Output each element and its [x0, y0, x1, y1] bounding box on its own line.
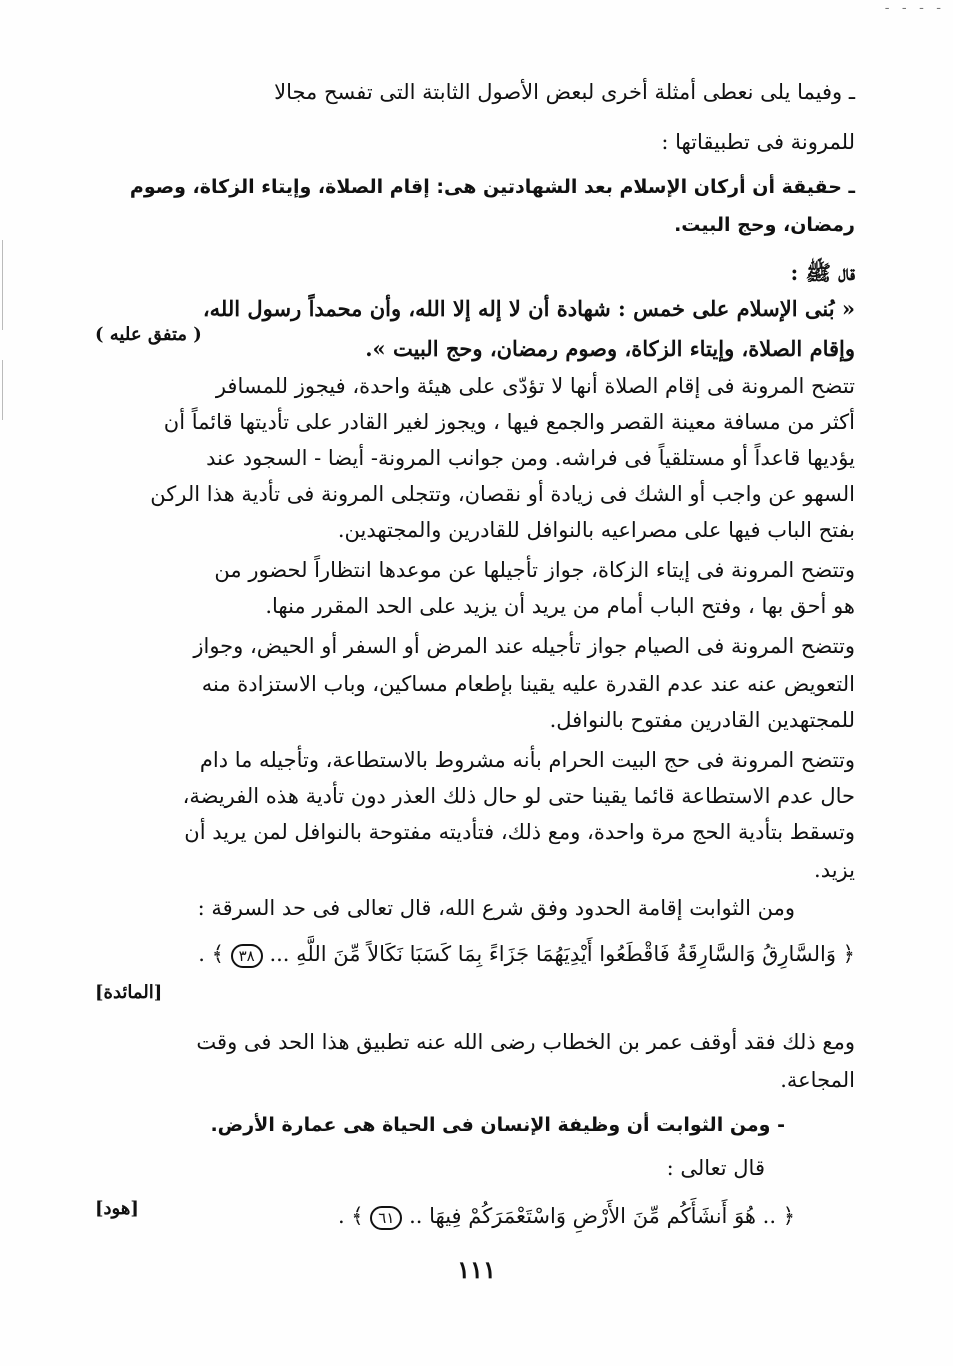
text-line: بفتح الباب فيها على مصراعيه بالنوافل للقادرين والمجتهدين.	[337, 518, 855, 542]
text-line: وتتضح المرونة فى الصيام جواز تأجيله عند المرض أو السفر أو الحيض، وجواز	[193, 634, 855, 658]
page-number: ١١١	[457, 1255, 496, 1284]
verse-bracket: ﴾ .	[337, 1204, 364, 1228]
text-line: ومع ذلك فقد أوقف عمر بن الخطاب رضى الله عنه تطبيق هذا الحد فى وقت	[196, 1030, 855, 1054]
surah-ref: [المائدة]	[95, 982, 163, 1003]
margin-mark	[2, 240, 3, 330]
verse-text: ﴿ .. هُوَ أَنشَأَكُم مِّنَ الأَرْضِ وَاسْتَعْمَرَكُمْ فِيهَا ..	[409, 1204, 795, 1228]
verse-text: ﴿ وَالسَّارِقُ وَالسَّارِقَةُ فَاقْطَعُوا أَيْدِيَهُمَا جَزَاءً بِمَا كَسَبَا نَكَالاً مِّنَ اللَّهِ ...	[269, 942, 855, 966]
margin-mark	[2, 360, 3, 420]
bold-line: رمضان، وحج البيت.	[674, 214, 855, 236]
hadith-source: ( متفق عليه )	[95, 324, 202, 345]
top-decoration: - - - -	[884, 0, 945, 16]
text-line: قال تعالى :	[666, 1156, 765, 1180]
text-line: تتضح المرونة فى إقام الصلاة أنها لا تؤدّى على هيئة واحدة، فيجوز للمسافر	[215, 374, 855, 398]
text-line: يؤديها قاعداً أو مستلقياً فى فراشه. ومن جوانب المرونة- أيضا - السجود عند	[206, 446, 855, 470]
text-line: المجاعة.	[780, 1068, 855, 1092]
text-line: وتتضح المرونة فى إيتاء الزكاة، جواز تأجيلها عن موعدها انتظاراً لحضور من	[214, 558, 855, 582]
hadith-intro: قال ﷺ :	[790, 260, 855, 285]
text-line: يزيد.	[814, 858, 855, 882]
verse-line	[95, 942, 855, 968]
text-line: ـ وفيما يلى نعطى أمثلة أخرى لبعض الأصول الثابتة التى تفسح مجالا	[274, 80, 855, 104]
verse-bracket: ﴾ .	[198, 942, 224, 966]
text-line: ومن الثوابت إقامة الحدود وفق شرع الله، قال تعالى فى حد السرقة :	[197, 896, 795, 920]
text-line: للمجتهدين القادرين مفتوح بالنوافل.	[549, 708, 855, 732]
bold-line: - ومن الثوابت أن وظيفة الإنسان فى الحياة هى عمارة الأرض.	[210, 1114, 785, 1136]
text-line: أكثر من مسافة معينة القصر والجمع فيها ، ويجوز لغير القادر على تأديتها قائماً أن	[163, 410, 855, 434]
text-line: التعويض عنه عند عدم القدرة عليه يقينا بإطعام مساكين، وباب الاستزادة منه	[201, 672, 855, 696]
text-line: السهو عن واجب أو الشك فى زيادة أو نقصان، وتتجلى المرونة فى تأدية هذا الركن	[150, 482, 855, 506]
text-line: وتتضح المرونة فى حج البيت الحرام بأنه مشروط بالاستطاعة، وتأجيله ما دام	[199, 748, 855, 772]
bold-line: ـ حقيقة أن أركان الإسلام بعد الشهادتين هى: إقام الصلاة، وإيتاء الزكاة، وصوم	[129, 176, 855, 198]
hadith-line: « بُنى الإسلام على خمس : شهادة أن لا إله إلا الله، وأن محمداً رسول الله،	[202, 296, 855, 321]
text-line: حال عدم الاستطاعة قائما يقينا حتى لو حال ذلك العذر دون تأدية هذه الفريضة،	[182, 784, 855, 808]
text-line: وتسقط بتأدية الحج مرة واحدة، ومع ذلك، فتأديته مفتوحة بالنوافل لمن يريد أن	[184, 820, 855, 844]
hadith-line: وإقام الصلاة، وإيتاء الزكاة، وصوم رمضان، وحج البيت ».	[365, 336, 855, 361]
ayah-number: ٣٨	[231, 944, 263, 968]
text-line: للمرونة فى تطبيقاتها :	[661, 130, 855, 154]
surah-ref: [هود]	[95, 1198, 139, 1219]
text-line: هو أحق بها ، وفتح الباب أمام من يريد أن يزيد على الحد المقرر منها.	[265, 594, 855, 618]
ayah-number: ٦١	[370, 1206, 402, 1230]
